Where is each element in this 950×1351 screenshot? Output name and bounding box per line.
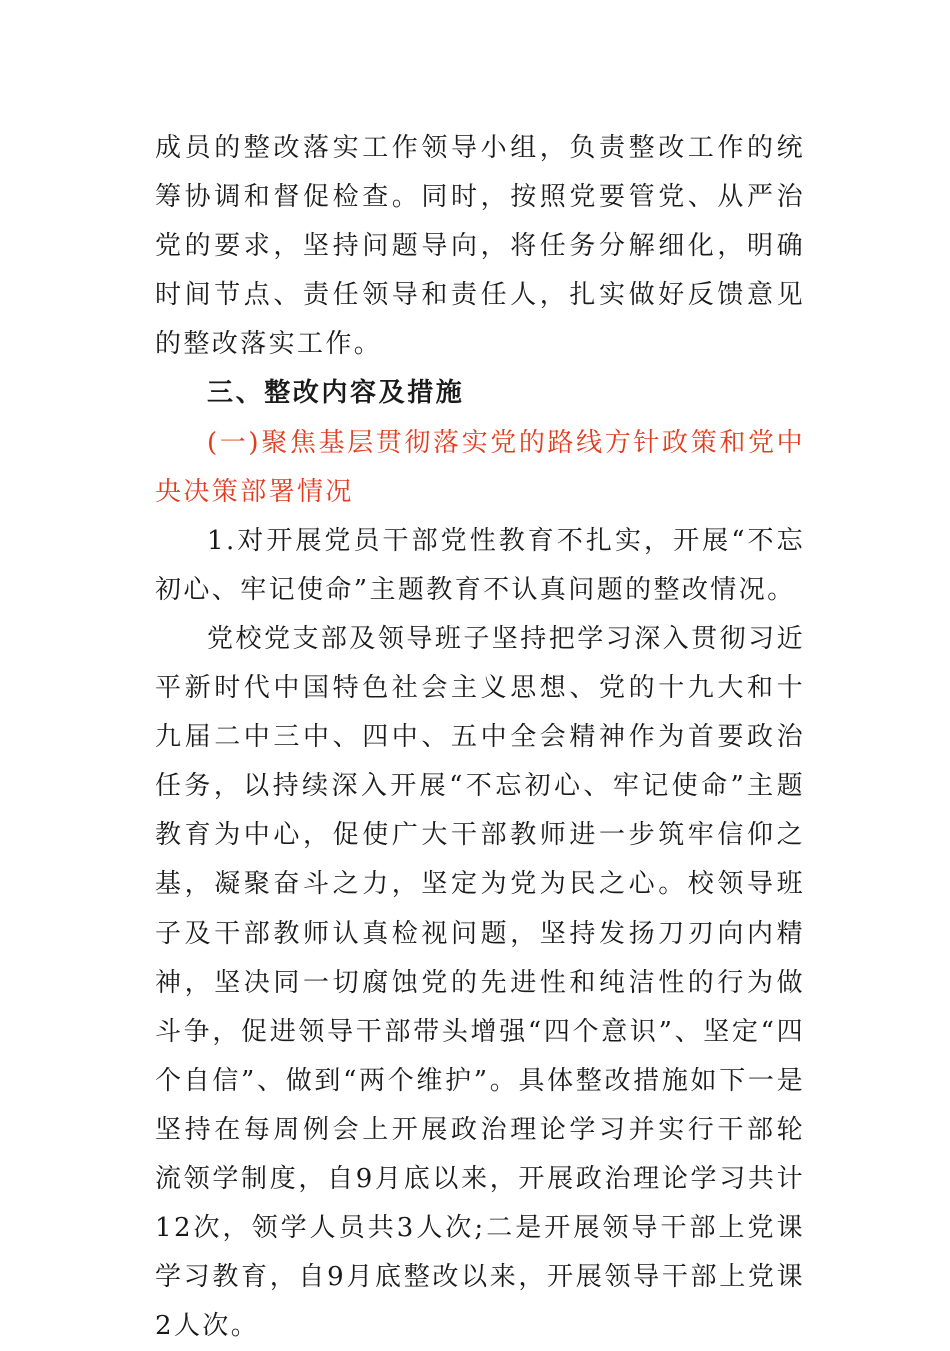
subsection-heading: (一)聚焦基层贯彻落实党的路线方针政策和党中央决策部署情况 bbox=[155, 427, 805, 507]
continuation-paragraph: 成员的整改落实工作领导小组，负责整改工作的统筹协调和督促检查。同时，按照党要管党、从严治党的要求，坚持问题导向，将任务分解细化，明确时间节点、责任领导和责任人，扎实做好反馈意见的整改落实工作。 bbox=[155, 133, 805, 360]
item-title: 1.对开展党员干部党性教育不扎实，开展“不忘初心、牢记使命”主题教育不认真问题的整改情况。 bbox=[155, 525, 805, 605]
document-body bbox=[155, 124, 805, 1351]
body-paragraph: 党校党支部及领导班子坚持把学习深入贯彻习近平新时代中国特色社会主义思想、党的十九大和十九届二中三中、四中、五中全会精神作为首要政治任务，以持续深入开展“不忘初心、牢记使命”主题教育为中心，促使广大干部教师进一步筑牢信仰之基，凝聚奋斗之力，坚定为党为民之心。校领导班子及干部教师认真检视问题，坚持发扬刀刃向内精神，坚决同一切腐蚀党的先进性和纯洁性的行为做斗争，促进领导干部带头增强“四个意识”、坚定“四个自信”、做到“两个维护”。具体整改措施如下一是坚持在每周例会上开展政治理论学习并实行干部轮流领学制度，自9月底以来，开展政治理论学习共计12次，领学人员共3人次;二是开展领导干部上党课学习教育，自9月底整改以来，开展领导干部上党课2人次。 bbox=[155, 623, 805, 1342]
section-heading: 三、整改内容及措施 bbox=[207, 378, 465, 409]
